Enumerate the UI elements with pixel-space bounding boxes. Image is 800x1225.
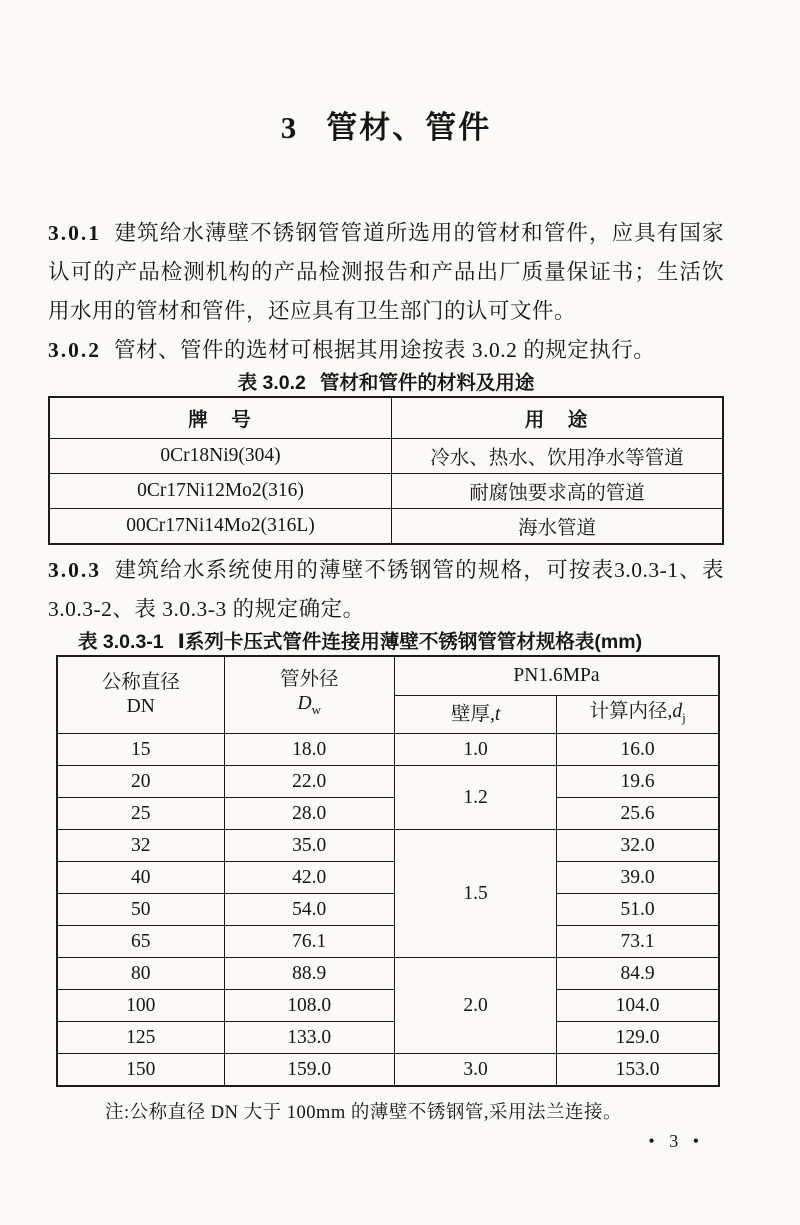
dn-cell: 65 (57, 926, 224, 958)
dw-symbol: D (297, 693, 312, 715)
table-row (57, 990, 719, 1022)
di-cell: 25.6 (557, 798, 719, 830)
table-row (57, 734, 719, 766)
di-cell: 153.0 (557, 1054, 719, 1087)
di-cell: 51.0 (557, 894, 719, 926)
di-header-label: 计算内径, (589, 700, 673, 722)
dn-cell: 50 (57, 894, 224, 926)
dw-cell: 42.0 (224, 862, 394, 894)
table-302-body (49, 439, 723, 545)
dn-column-header (57, 656, 224, 734)
grade-cell: 0Cr18Ni9(304) (49, 439, 392, 474)
clause-text: 建筑给水薄壁不锈钢管管道所选用的管材和管件，应具有国家认可的产品检测机构的产品检测报告和产品出厂质量保证书；生活饮用水用的管材和管件，还应具有卫生部门的认可文件。 (48, 221, 724, 323)
inner-diameter-column-header (557, 696, 719, 734)
wall-cell: 2.0 (394, 958, 556, 1054)
table-302-caption-title: 管材和管件的材料及用途 (319, 372, 535, 394)
table-302-header (49, 397, 723, 439)
dw-cell: 35.0 (224, 830, 394, 862)
dn-cell: 80 (57, 958, 224, 990)
dw-cell: 88.9 (224, 958, 394, 990)
wall-cell: 1.0 (394, 734, 556, 766)
dn-cell: 150 (57, 1054, 224, 1087)
usage-cell: 冷水、热水、饮用净水等管道 (392, 439, 723, 474)
table-row (49, 509, 723, 545)
wall-symbol: t (494, 703, 501, 725)
wall-cell: 3.0 (394, 1054, 556, 1087)
dw-cell: 54.0 (224, 894, 394, 926)
dn-cell: 125 (57, 1022, 224, 1054)
dw-cell: 133.0 (224, 1022, 394, 1054)
chapter-title-text: 管材、管件 (326, 110, 492, 145)
usage-cell: 耐腐蚀要求高的管道 (392, 474, 723, 509)
grade-column-header: 牌 号 (49, 397, 392, 439)
dn-cell: 32 (57, 830, 224, 862)
grade-cell: 0Cr17Ni12Mo2(316) (49, 474, 392, 509)
table-302-caption (48, 370, 724, 396)
table-3031-caption (78, 629, 724, 655)
usage-column-header: 用 途 (392, 397, 723, 439)
table-3031-body (57, 734, 719, 1087)
clause-3-0-1 (48, 214, 724, 331)
dn-cell: 20 (57, 766, 224, 798)
dw-header-line1: 管外径 (279, 669, 339, 691)
di-symbol-subscript: j (682, 709, 686, 725)
dw-cell: 108.0 (224, 990, 394, 1022)
dw-cell: 159.0 (224, 1054, 394, 1087)
clause-number: 3.0.1 (48, 221, 101, 245)
table-3031-note: 注:公称直径 DN 大于 100mm 的薄壁不锈钢管,采用法兰连接。 (105, 1103, 623, 1123)
clause-text: 管材、管件的选材可根据其用途按表 3.0.2 的规定执行。 (114, 338, 656, 362)
di-symbol: d (672, 700, 683, 722)
table-302 (48, 396, 724, 545)
dw-cell: 76.1 (224, 926, 394, 958)
table-row (49, 474, 723, 509)
clause-number: 3.0.3 (48, 558, 101, 582)
chapter-title (48, 106, 724, 150)
page-number: • 3 • (648, 1131, 704, 1151)
clause-3-0-3 (48, 551, 724, 629)
table-row (57, 766, 719, 798)
wall-cell: 1.5 (394, 830, 556, 958)
table-row (57, 830, 719, 862)
grade-cell: 00Cr17Ni14Mo2(316L) (49, 509, 392, 545)
table-3031-caption-label: 表 3.0.3-1 (78, 631, 164, 653)
di-cell: 73.1 (557, 926, 719, 958)
di-cell: 84.9 (557, 958, 719, 990)
chapter-number: 3 (280, 110, 299, 145)
table-row (57, 894, 719, 926)
dw-header-symbol (226, 692, 393, 722)
table-row (57, 798, 719, 830)
di-cell: 16.0 (557, 734, 719, 766)
table-3031-caption-title: Ⅰ系列卡压式管件连接用薄壁不锈钢管管材规格表(mm) (177, 631, 643, 653)
dn-header-line1: 公称直径 (101, 672, 180, 693)
clause-text: 建筑给水系统使用的薄壁不锈钢管的规格，可按表3.0.3-1、表 3.0.3-2、表 3.0.3-3 的规定确定。 (48, 558, 724, 621)
pn-column-header: PN1.6MPa (394, 656, 719, 696)
table-header-row (57, 656, 719, 696)
table-302-caption-label: 表 3.0.2 (237, 372, 306, 394)
di-cell: 32.0 (557, 830, 719, 862)
page-content (48, 0, 724, 1152)
dn-header-line2: DN (126, 696, 155, 717)
table-row (49, 439, 723, 474)
wall-header-label: 壁厚, (450, 703, 495, 725)
dw-symbol-subscript: w (311, 701, 321, 717)
clause-number: 3.0.2 (48, 338, 101, 362)
table-row (57, 958, 719, 990)
table-3031 (56, 655, 720, 1087)
clause-3-0-2 (48, 331, 724, 370)
table-header-row (49, 397, 723, 439)
di-cell: 19.6 (557, 766, 719, 798)
wall-thickness-column-header (394, 696, 556, 734)
table-3031-header (57, 656, 719, 734)
di-cell: 129.0 (557, 1022, 719, 1054)
wall-cell: 1.2 (394, 766, 556, 830)
dw-cell: 28.0 (224, 798, 394, 830)
dn-cell: 25 (57, 798, 224, 830)
di-cell: 104.0 (557, 990, 719, 1022)
dn-cell: 15 (57, 734, 224, 766)
dw-cell: 18.0 (224, 734, 394, 766)
usage-cell: 海水管道 (392, 509, 723, 545)
table-row (57, 1054, 719, 1087)
table-row (57, 1022, 719, 1054)
dw-cell: 22.0 (224, 766, 394, 798)
table-row (57, 862, 719, 894)
di-cell: 39.0 (557, 862, 719, 894)
dn-cell: 40 (57, 862, 224, 894)
dw-column-header (224, 656, 394, 734)
dn-cell: 100 (57, 990, 224, 1022)
table-row (57, 926, 719, 958)
